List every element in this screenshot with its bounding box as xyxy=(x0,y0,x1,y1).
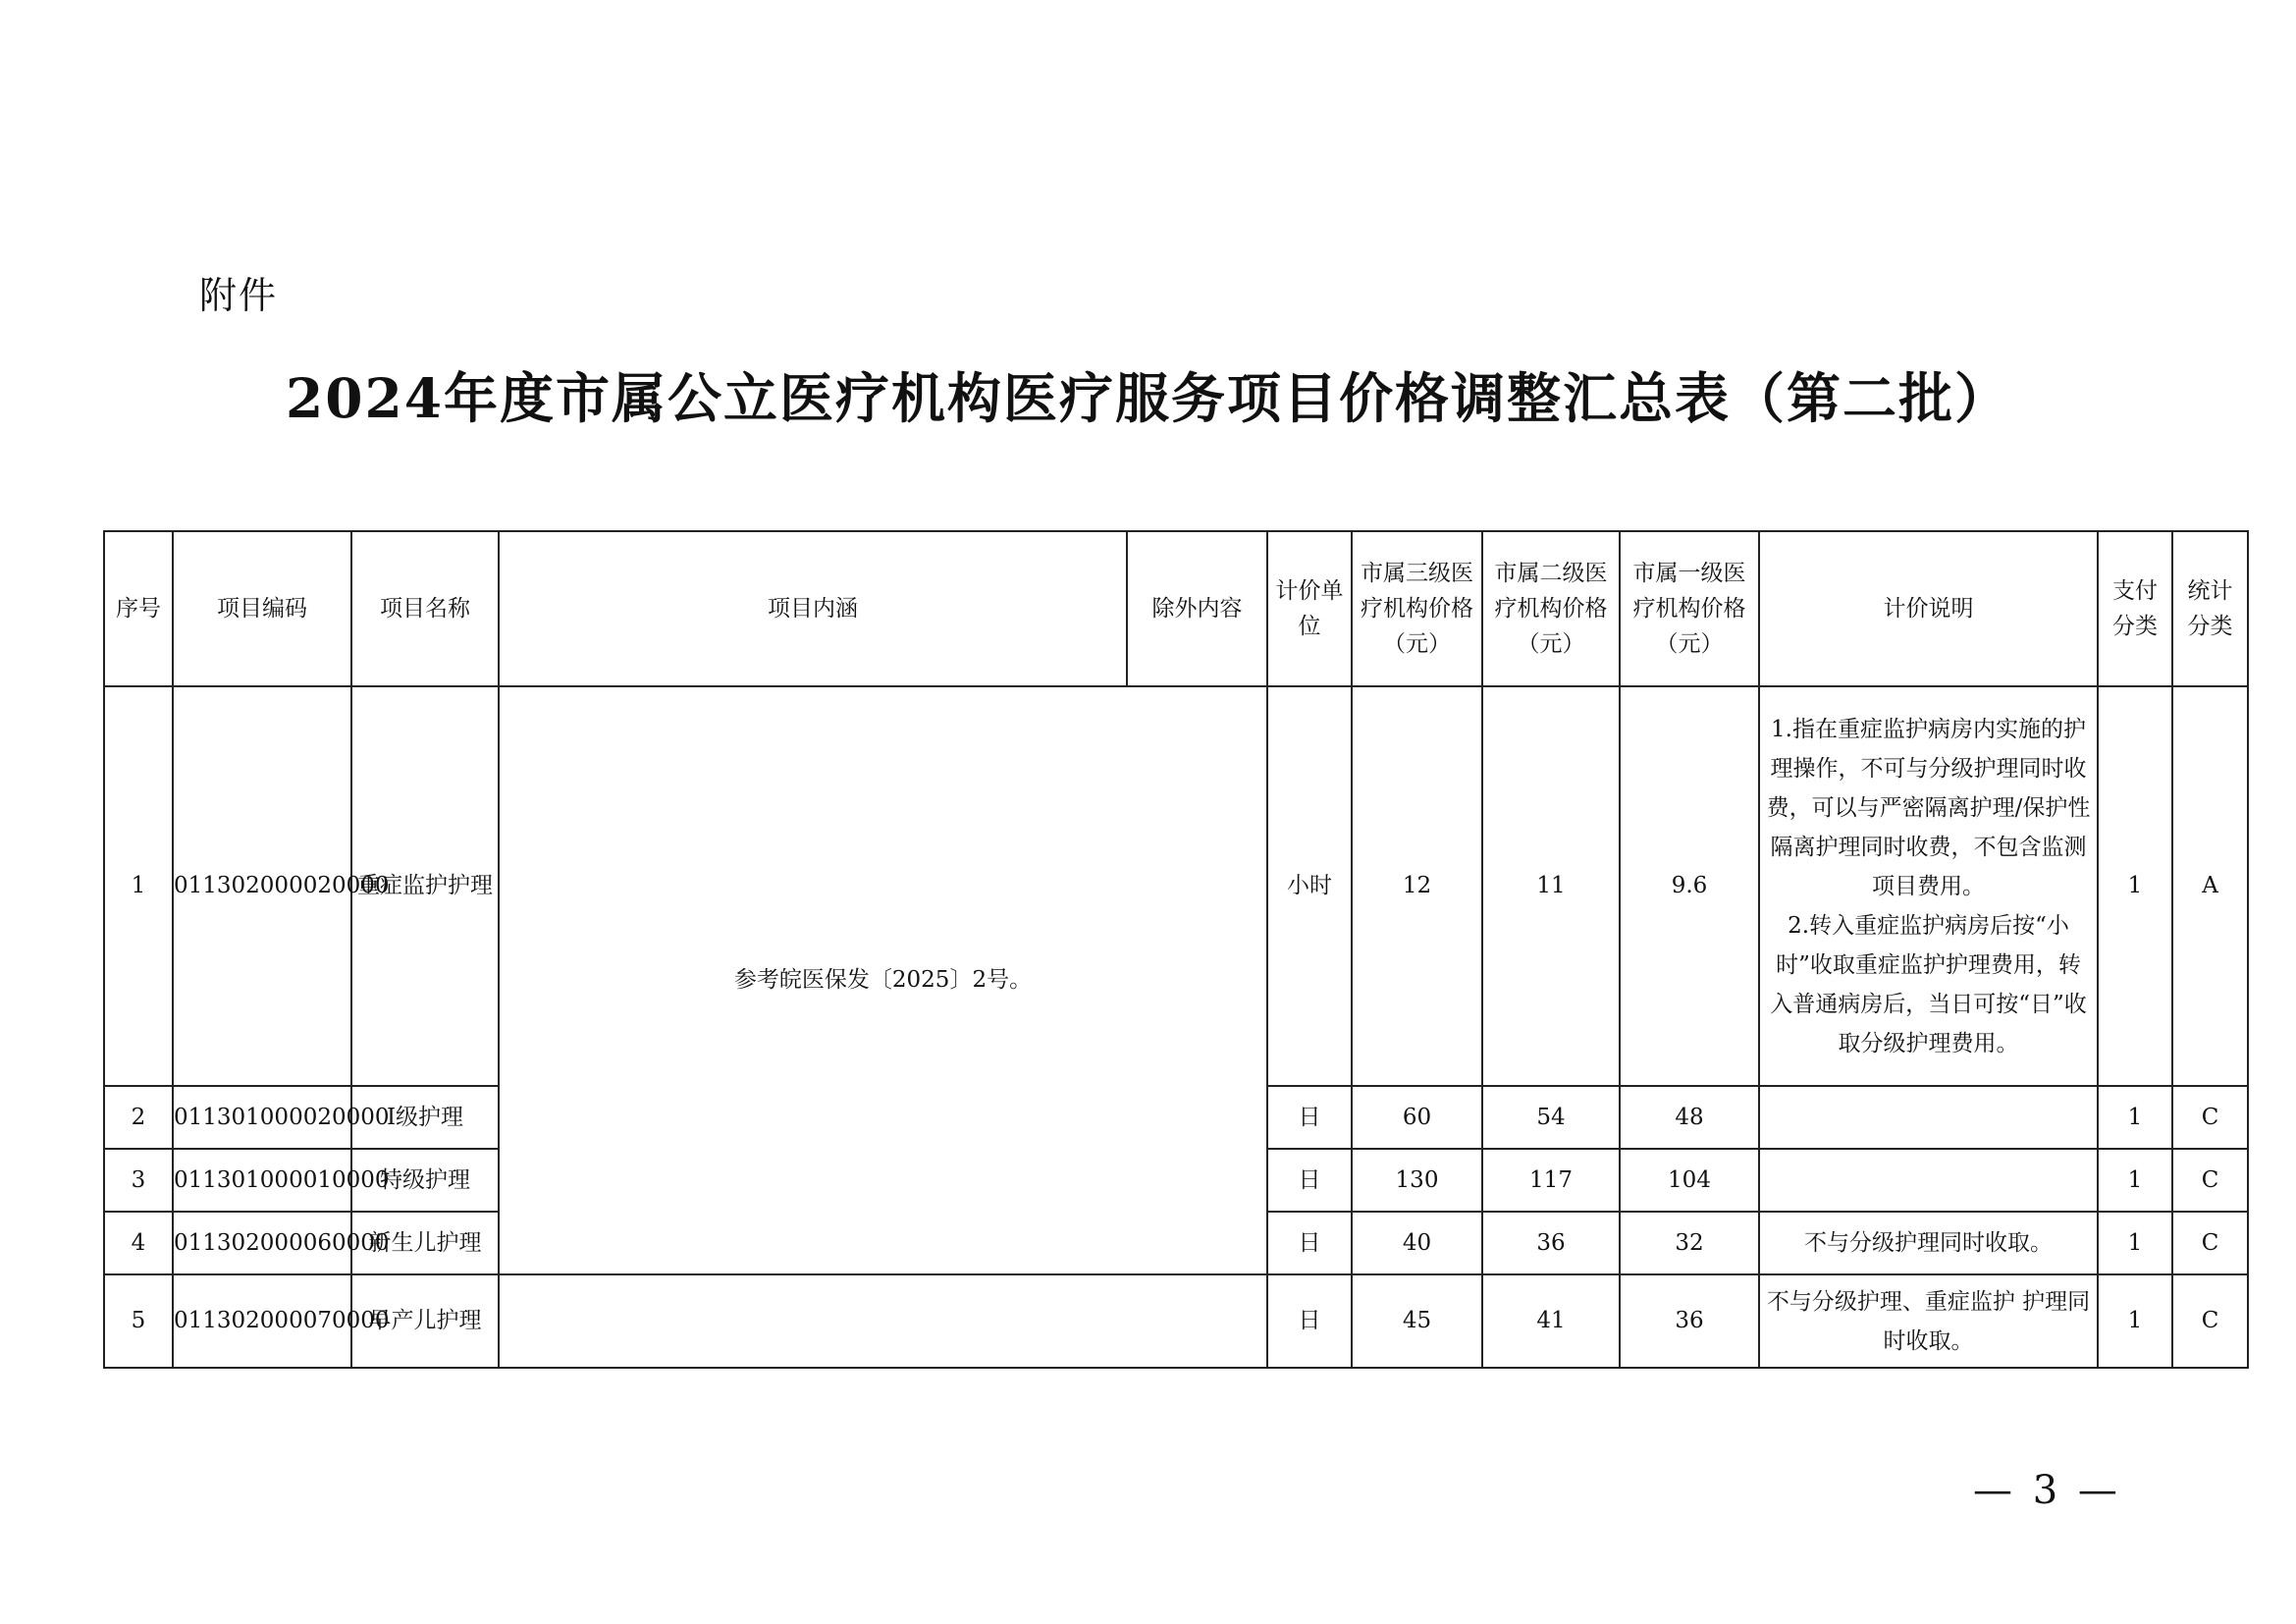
row-stat: C xyxy=(2172,1274,2248,1368)
header-exclude: 除外内容 xyxy=(1127,531,1267,686)
header-content: 项目内涵 xyxy=(499,531,1127,686)
shared-content-cell: 参考皖医保发〔2025〕2号。 xyxy=(499,686,1267,1274)
row-pay: 1 xyxy=(2098,1274,2172,1368)
price-adjustment-table xyxy=(103,530,2249,1369)
row-stat: C xyxy=(2172,1149,2248,1212)
row-stat: A xyxy=(2172,686,2248,1086)
header-stat: 统计分类 xyxy=(2172,531,2248,686)
row-price3: 130 xyxy=(1352,1149,1482,1212)
row-unit: 小时 xyxy=(1267,686,1352,1086)
row-price2: 11 xyxy=(1482,686,1620,1086)
row-price3: 40 xyxy=(1352,1212,1482,1274)
note-paragraph-1: 1.指在重症监护病房内实施的护理操作，不可与分级护理同时收费，可以与严密隔离护理/保护性隔离护理同时收费，不包含监测项目费用。 xyxy=(1766,716,2091,899)
header-price2: 市属二级医疗机构价格（元） xyxy=(1482,531,1620,686)
row-note xyxy=(1759,1086,2098,1149)
row-price2: 117 xyxy=(1482,1149,1620,1212)
row-price2: 54 xyxy=(1482,1086,1620,1149)
row-code: 011301000010000 xyxy=(173,1149,351,1212)
row-name: 新生儿护理 xyxy=(351,1212,499,1274)
header-row xyxy=(104,531,2248,686)
row-price2: 36 xyxy=(1482,1212,1620,1274)
table-row xyxy=(104,1274,2248,1368)
row-code: 011302000020000 xyxy=(173,686,351,1086)
row-seq: 4 xyxy=(104,1212,173,1274)
row-name: 早产儿护理 xyxy=(351,1274,499,1368)
header-pay: 支付分类 xyxy=(2098,531,2172,686)
row-pay: 1 xyxy=(2098,1212,2172,1274)
header-code: 项目编码 xyxy=(173,531,351,686)
row-unit: 日 xyxy=(1267,1212,1352,1274)
row-price1: 9.6 xyxy=(1620,686,1759,1086)
row-price2: 41 xyxy=(1482,1274,1620,1368)
row-seq: 3 xyxy=(104,1149,173,1212)
row-price1: 32 xyxy=(1620,1212,1759,1274)
row-seq: 5 xyxy=(104,1274,173,1368)
header-price3: 市属三级医疗机构价格（元） xyxy=(1352,531,1482,686)
row-content xyxy=(499,1274,1267,1368)
row-seq: 2 xyxy=(104,1086,173,1149)
row-price3: 45 xyxy=(1352,1274,1482,1368)
row-stat: C xyxy=(2172,1086,2248,1149)
row-price3: 60 xyxy=(1352,1086,1482,1149)
document-title: 2024年度市属公立医疗机构医疗服务项目价格调整汇总表（第二批） xyxy=(285,366,2011,430)
row-name: 特级护理 xyxy=(351,1149,499,1212)
header-name: 项目名称 xyxy=(351,531,499,686)
row-price1: 48 xyxy=(1620,1086,1759,1149)
table-row xyxy=(104,686,2248,1086)
page-number: — 3 — xyxy=(1973,1468,2121,1513)
header-unit: 计价单位 xyxy=(1267,531,1352,686)
row-code: 011301000020000 xyxy=(173,1086,351,1149)
row-name: 重症监护护理 xyxy=(351,686,499,1086)
row-pay: 1 xyxy=(2098,1086,2172,1149)
row-name: Ⅰ级护理 xyxy=(351,1086,499,1149)
row-note xyxy=(1759,686,2098,1086)
row-unit: 日 xyxy=(1267,1149,1352,1212)
header-seq: 序号 xyxy=(104,531,173,686)
row-note: 不与分级护理、重症监护 护理同时收取。 xyxy=(1759,1274,2098,1368)
row-pay: 1 xyxy=(2098,1149,2172,1212)
row-note: 不与分级护理同时收取。 xyxy=(1759,1212,2098,1274)
header-note: 计价说明 xyxy=(1759,531,2098,686)
row-code: 011302000060000 xyxy=(173,1212,351,1274)
row-price1: 36 xyxy=(1620,1274,1759,1368)
row-code: 011302000070000 xyxy=(173,1274,351,1368)
header-price1: 市属一级医疗机构价格（元） xyxy=(1620,531,1759,686)
note-paragraph-2: 2.转入重症监护病房后按“小时”收取重症监护护理费用，转入普通病房后，当日可按“日”收取分级护理费用。 xyxy=(1770,912,2087,1056)
row-seq: 1 xyxy=(104,686,173,1086)
attachment-label: 附件 xyxy=(199,274,279,317)
row-stat: C xyxy=(2172,1212,2248,1274)
row-price3: 12 xyxy=(1352,686,1482,1086)
row-pay: 1 xyxy=(2098,686,2172,1086)
row-unit: 日 xyxy=(1267,1086,1352,1149)
row-price1: 104 xyxy=(1620,1149,1759,1212)
row-note xyxy=(1759,1149,2098,1212)
row-unit: 日 xyxy=(1267,1274,1352,1368)
